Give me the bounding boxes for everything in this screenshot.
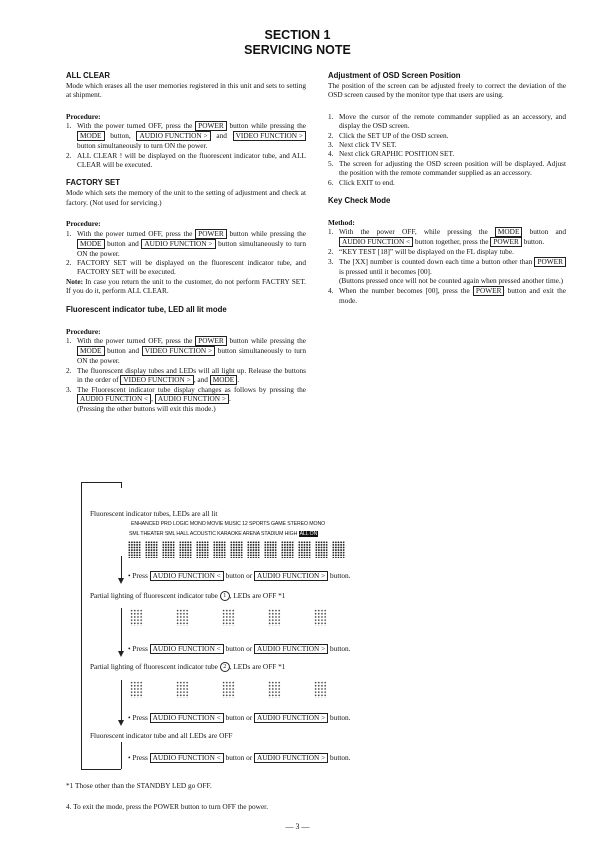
fl-test-step-2: 2. The fluorescent display tubes and LEDs will all light up. Release the buttons in the order of VIDEO FUNCTION > , and MODE . <box>66 365 306 384</box>
key-check-step-4: 4. When the number becomes [00], press the POWER button and exit the mode. <box>328 285 567 305</box>
audio-function-up-key: AUDIO FUNCTION > <box>155 394 229 404</box>
fl-indicators-row2: SML THEATER SML HALL ACOUSTIC KARAOKE ARENA STADIUM HIGH ALL ON <box>129 531 318 537</box>
key-check-step-2: 2. “KEY TEST [18]” will be displayed on the FL display tube. <box>328 247 514 257</box>
fl-digit <box>332 541 345 558</box>
fl-digit <box>145 541 158 558</box>
flow-arrow-2-line <box>121 608 122 653</box>
osd-step-3: 3. Next click TV SET. <box>328 140 397 150</box>
flow-arrow-4-line <box>121 742 122 769</box>
flow-bottom-line <box>81 769 121 770</box>
power-key: POWER <box>195 229 227 239</box>
video-function-up-key: VIDEO FUNCTION > <box>233 131 306 141</box>
key-check-step-3: 3. The [XX] number is counted down each time a button other than POWER is pressed until it becomes [00]. (Buttons pressed once will not be counted again when pressed another time.) <box>328 257 566 286</box>
key-check-step-1: 1. With the power OFF, while pressing the MODE button and AUDIO FUNCTION < button together, press the POWER button. <box>328 227 567 247</box>
osd-step-5: 5. The screen for adjusting the OSD screen position will be displayed. Adjust the position with the remote commander supplied as an accessory. <box>328 158 566 178</box>
mode-key: MODE <box>77 131 105 141</box>
fl-test-procedure-label: Procedure: <box>66 326 101 336</box>
partial-digit <box>176 609 189 626</box>
fl-digit <box>128 541 141 558</box>
all-clear-heading: ALL CLEAR <box>66 71 111 80</box>
factory-set-note: Note: In case you return the unit to the customer, do not perform FACTRY SET. If you do it, perform ALL CLEAR. <box>66 276 306 296</box>
mode-key: MODE <box>77 346 105 356</box>
osd-step-2: 2. Click the SET UP of the OSD screen. <box>328 130 449 140</box>
audio-function-down-key: AUDIO FUNCTION < <box>77 394 151 404</box>
partial-digit <box>130 681 143 698</box>
flow-arrow-1 <box>118 578 124 584</box>
fl-digit <box>179 541 192 558</box>
partial-digit <box>130 609 143 626</box>
factory-set-desc: Mode which sets the memory of the unit to the setting of adjustment and check at factory. (Not used for servicing.) <box>66 188 306 207</box>
fl-digit-row-all-lit <box>128 541 345 558</box>
factory-set-procedure-label: Procedure: <box>66 219 101 229</box>
stage4-label: Fluorescent indicator tube and all LEDs are OFF <box>90 731 233 740</box>
power-key: POWER <box>473 286 505 296</box>
power-key: POWER <box>490 237 522 247</box>
fl-digit <box>247 541 260 558</box>
mode-key: MODE <box>210 375 238 385</box>
partial-digit <box>268 609 281 626</box>
fl-indicators-row1: ENHANCED PRO LOGIC MONO MOVIE MUSIC 12 SPORTS GAME STEREO MONO <box>131 521 326 527</box>
flow-arrow-3-line <box>121 680 122 722</box>
mode-key: MODE <box>495 227 523 237</box>
partial-digit <box>222 609 235 626</box>
osd-step-4: 4. Next click GRAPHIC POSITION SET. <box>328 149 455 159</box>
partial-digit <box>314 609 327 626</box>
key-check-method-label: Method: <box>328 218 355 228</box>
fl-digit <box>162 541 175 558</box>
stage2-label: Partial lighting of fluorescent indicator tube 1 , LEDs are OFF *1 <box>90 591 286 600</box>
page-number: — 3 — <box>285 822 310 831</box>
section-subtitle: SERVICING NOTE <box>244 43 351 57</box>
footnote: *1 Those other than the STANDBY LED go OFF. <box>66 781 212 790</box>
stage1-label: Fluorescent indicator tubes, LEDs are all lit <box>90 509 218 518</box>
all-clear-step-1: 1. With the power turned OFF, press the POWER button while pressing the MODE button, AUDIO FUNCTION > and VIDEO FUNCTION > button simultaneously to turn ON the power. <box>66 121 306 151</box>
partial-digit <box>268 681 281 698</box>
power-key: POWER <box>195 336 227 346</box>
fl-test-step-3: 3. The Fluorescent indicator tube display changes as follows by pressing the AUDIO FUNCTION < , AUDIO FUNCTION > . (Pressing the other buttons will exit this mode.) <box>66 384 306 414</box>
flow-arrow-3 <box>118 720 124 726</box>
all-clear-procedure-label: Procedure: <box>66 111 101 121</box>
press-line-3: • Press AUDIO FUNCTION < button or AUDIO FUNCTION > button. <box>128 713 351 722</box>
audio-function-down-key: AUDIO FUNCTION < <box>339 237 413 247</box>
partial-digit <box>222 681 235 698</box>
key-check-heading: Key Check Mode <box>328 196 391 206</box>
partial-digit <box>314 681 327 698</box>
osd-heading: Adjustment of OSD Screen Position <box>328 71 461 80</box>
video-function-up-key: VIDEO FUNCTION > <box>142 346 215 356</box>
power-key: POWER <box>534 257 566 267</box>
fl-digit <box>230 541 243 558</box>
flow-arrow-2 <box>118 651 124 657</box>
power-key: POWER <box>195 121 227 131</box>
fl-digit <box>213 541 226 558</box>
fl-digit <box>298 541 311 558</box>
fl-digit <box>196 541 209 558</box>
mode-key: MODE <box>77 239 105 249</box>
all-clear-desc: Mode which erases all the user memories registered in this unit and sets to setting at shipment. <box>66 81 306 100</box>
osd-step-1: 1. Move the cursor of the remote commander supplied as an accessory, and display the OSD screen. <box>328 111 566 131</box>
press-line-1: • Press AUDIO FUNCTION < button or AUDIO FUNCTION > button. <box>128 571 351 580</box>
flow-return-line <box>81 482 82 769</box>
fl-digit <box>281 541 294 558</box>
audio-function-up-key: AUDIO FUNCTION > <box>141 239 215 249</box>
factory-set-step-1: 1. With the power turned OFF, press the POWER button while pressing the MODE button and AUDIO FUNCTION > button simultaneously to turn ON the power. <box>66 228 307 258</box>
video-function-up-key: VIDEO FUNCTION > <box>120 375 193 385</box>
press-line-2: • Press AUDIO FUNCTION < button or AUDIO FUNCTION > button. <box>128 644 351 653</box>
factory-set-heading: FACTORY SET <box>66 178 121 188</box>
fl-test-step-1: 1. With the power turned OFF, press the POWER button while pressing the MODE button and VIDEO FUNCTION > button simultaneously to turn ON the power. <box>66 336 306 366</box>
section-title: SECTION 1 <box>264 28 331 42</box>
fl-test-heading: Fluorescent indicator tube, LED all lit mode <box>66 304 227 314</box>
factory-set-step-2: 2. FACTORY SET will be displayed on the fluorescent indicator tube, and FACTORY SET will be executed. <box>66 258 306 277</box>
exit-step: 4. To exit the mode, press the POWER button to turn OFF the power. <box>66 802 269 811</box>
flow-top-stub <box>121 482 122 488</box>
flow-arrow-1-line <box>121 556 122 580</box>
press-line-4: • Press AUDIO FUNCTION < button or AUDIO FUNCTION > button. <box>128 753 351 762</box>
fl-digit <box>264 541 277 558</box>
flow-top-line <box>81 482 121 483</box>
fl-digit <box>315 541 328 558</box>
osd-desc: The position of the screen can be adjusted freely to correct the deviation of the OSD screen caused by the monitor type that users are using. <box>328 81 566 100</box>
audio-function-up-key: AUDIO FUNCTION > <box>136 131 210 141</box>
all-clear-step-2: 2. ALL CLEAR ! will be displayed on the fluorescent indicator tube, and ALL CLEAR will be executed. <box>66 150 306 170</box>
partial-digit <box>176 681 189 698</box>
stage3-label: Partial lighting of fluorescent indicator tube 2 , LEDs are OFF *1 <box>90 662 286 671</box>
osd-step-6: 6. Click EXIT to end. <box>328 177 395 187</box>
